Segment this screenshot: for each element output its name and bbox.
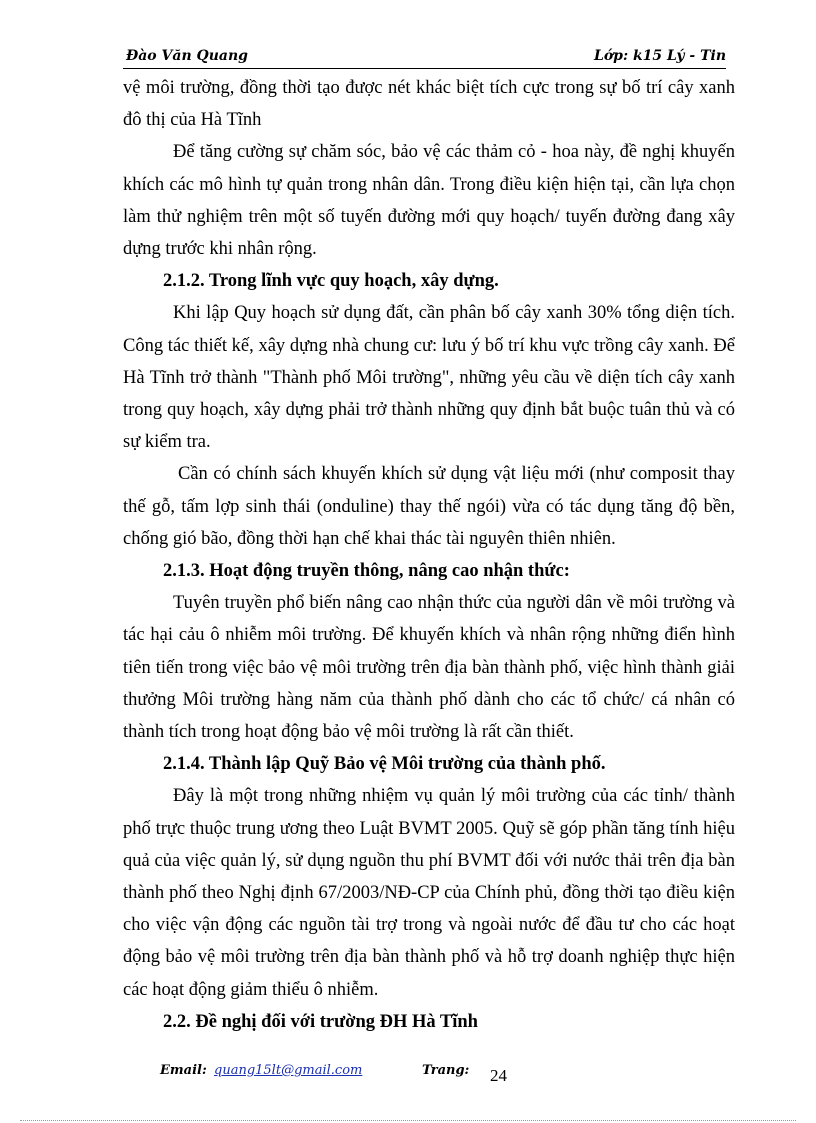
paragraph: Khi lập Quy hoạch sử dụng đất, cần phân bố cây xanh 30% tổng diện tích. Công tác thiết kế, xây dựng nhà chung cư: lưu ý bố trí khu vực trồng cây xanh. Để Hà Tĩnh trở thành "Thành phố Môi trường", những yêu cầu về diện tích cây xanh trong quy hoạch, xây dựng phải trở thành những quy định bắt buộc tuân thủ và có sự kiểm tra. [123,303,735,453]
paragraph: Tuyên truyền phổ biến nâng cao nhận thức của người dân về môi trường và tác hại cảu ô nhiễm môi trường. Để khuyến khích và nhân rộng những điển hình tiên tiến trong việc bảo vệ môi trường trên địa bàn thành phố, việc hình thành giải thưởng Môi trường hàng năm của thành phố dành cho các tổ chức/ cá nhân có thành tích trong hoạt động bảo vệ môi trường là rất cần thiết. [123,593,735,743]
section-heading: 2.2. Đề nghị đối với trường ĐH Hà Tĩnh [163,1011,478,1032]
paragraph-continuation: vệ môi trường, đồng thời tạo được nét khác biệt tích cực trong sự bố trí cây xanh đô thị của Hà Tĩnh [123,78,735,131]
header-class-label: Lớp: k15 Lý - Tin [593,48,726,64]
header-author: Đào Văn Quang [126,48,248,64]
section-heading: 2.1.2. Trong lĩnh vực quy hoạch, xây dựng. [163,271,499,292]
page-footer [160,1060,560,1090]
header-divider [123,68,726,69]
page-bottom-divider [20,1120,796,1121]
paragraph: Cần có chính sách khuyến khích sử dụng vật liệu mới (như composit thay thế gỗ, tấm lợp sinh thái (onduline) thay thế ngói) vừa có tác dụng tăng độ bền, chống gió bão, đồng thời hạn chế khai thác tài nguyên thiên nhiên. [123,464,735,549]
paragraph: Đây là một trong những nhiệm vụ quản lý môi trường của các tỉnh/ thành phố trực thuộc trung ương theo Luật BVMT 2005. Quỹ sẽ góp phần tăng tính hiệu quả của việc quản lý, sử dụng nguồn thu phí BVMT đối với nước thải trên địa bàn thành phố theo Nghị định 67/2003/NĐ-CP của Chính phủ, đồng thời tạo điều kiện cho việc vận động các nguồn tài trợ trong và ngoài nước để đầu tư cho các hoạt động bảo vệ môi trường trên địa bàn thành phố và hỗ trợ doanh nghiệp thực hiện các hoạt động giảm thiểu ô nhiễm. [123,786,735,1000]
section-heading: 2.1.4. Thành lập Quỹ Bảo vệ Môi trường của thành phố. [163,754,606,775]
document-body [123,72,735,1038]
page-header [126,48,726,68]
footer-page-label: Trang: [422,1063,470,1078]
section-heading: 2.1.3. Hoạt động truyền thông, nâng cao nhận thức: [163,561,570,582]
page-number: 24 [490,1066,507,1085]
paragraph: Để tăng cường sự chăm sóc, bảo vệ các thảm cỏ - hoa này, đề nghị khuyến khích các mô hình tự quản trong nhân dân. Trong điều kiện hiện tại, cần lựa chọn làm thử nghiệm trên một số tuyến đường mới quy hoạch/ tuyến đường đang xây dựng trước khi nhân rộng. [123,142,735,260]
footer-email-link[interactable]: quang15lt@gmail.com [214,1063,363,1078]
footer-email-label: Email: [160,1063,207,1078]
